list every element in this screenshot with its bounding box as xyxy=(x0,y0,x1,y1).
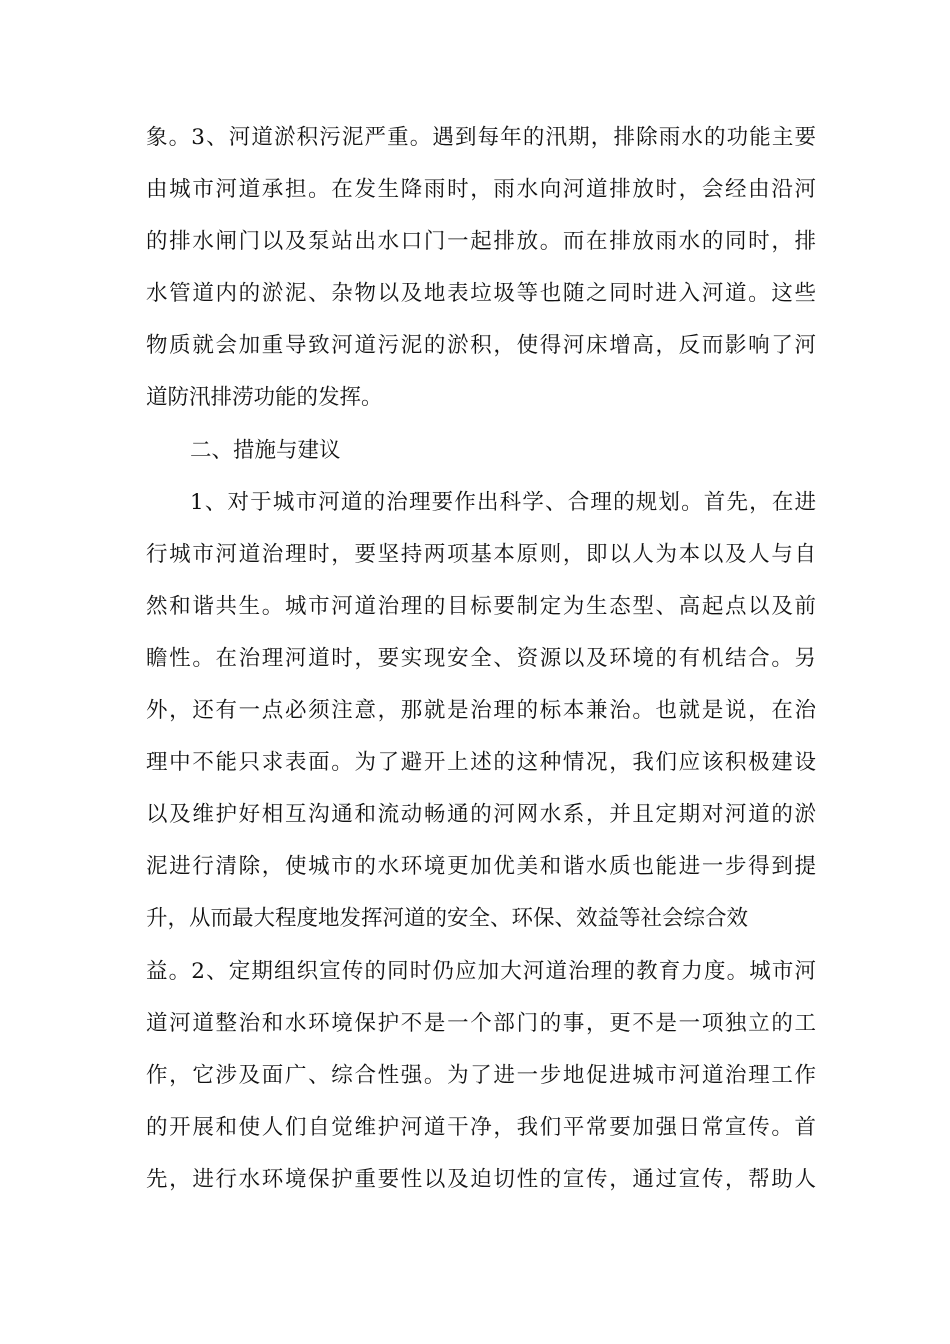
text-line: 道防汛排涝功能的发挥。 xyxy=(146,385,383,411)
text-line: 行城市河道治理时，要坚持两项基本原则，即以人为本以及人与自 xyxy=(146,541,816,567)
text-line: 象。3、河道淤积污泥严重。遇到每年的汛期，排除雨水的功能主要 xyxy=(146,125,816,150)
text-line: 物质就会加重导致河道污泥的淤积，使得河床增高，反而影响了河 xyxy=(146,333,816,359)
text-line: 益。2、定期组织宣传的同时仍应加大河道治理的教育力度。城市河 xyxy=(146,958,816,984)
text-line: 水管道内的淤泥、杂物以及地表垃圾等也随之同时进入河道。这些 xyxy=(146,281,816,307)
document-body xyxy=(146,112,816,1206)
text-line: 的排水闸门以及泵站出水口门一起排放。而在排放雨水的同时，排 xyxy=(146,229,816,255)
text-line: 作，它涉及面广、综合性强。为了进一步地促进城市河道治理工作 xyxy=(146,1062,816,1088)
text-line: 道河道整治和水环境保护不是一个部门的事，更不是一项独立的工 xyxy=(146,1010,816,1036)
text-line: 外，还有一点必须注意，那就是治理的标本兼治。也就是说，在治 xyxy=(146,698,816,724)
text-line: 以及维护好相互沟通和流动畅通的河网水系，并且定期对河道的淤 xyxy=(146,802,816,828)
text-line: 先，进行水环境保护重要性以及迫切性的宣传，通过宣传，帮助人 xyxy=(146,1166,816,1192)
text-line: 由城市河道承担。在发生降雨时，雨水向河道排放时，会经由沿河 xyxy=(146,177,816,203)
text-line: 1、对于城市河道的治理要作出科学、合理的规划。首先，在进 xyxy=(190,489,816,515)
section-heading: 二、措施与建议 xyxy=(190,437,341,463)
text-line: 瞻性。在治理河道时，要实现安全、资源以及环境的有机结合。另 xyxy=(146,645,816,671)
text-line: 理中不能只求表面。为了避开上述的这种情况，我们应该积极建设 xyxy=(146,750,816,776)
text-line: 然和谐共生。城市河道治理的目标要制定为生态型、高起点以及前 xyxy=(146,593,816,619)
text-line: 泥进行清除，使城市的水环境更加优美和谐水质也能进一步得到提 xyxy=(146,854,816,880)
text-line: 的开展和使人们自觉维护河道干净，我们平常要加强日常宣传。首 xyxy=(146,1114,816,1140)
text-line: 升，从而最大程度地发挥河道的安全、环保、效益等社会综合效 xyxy=(146,906,749,932)
